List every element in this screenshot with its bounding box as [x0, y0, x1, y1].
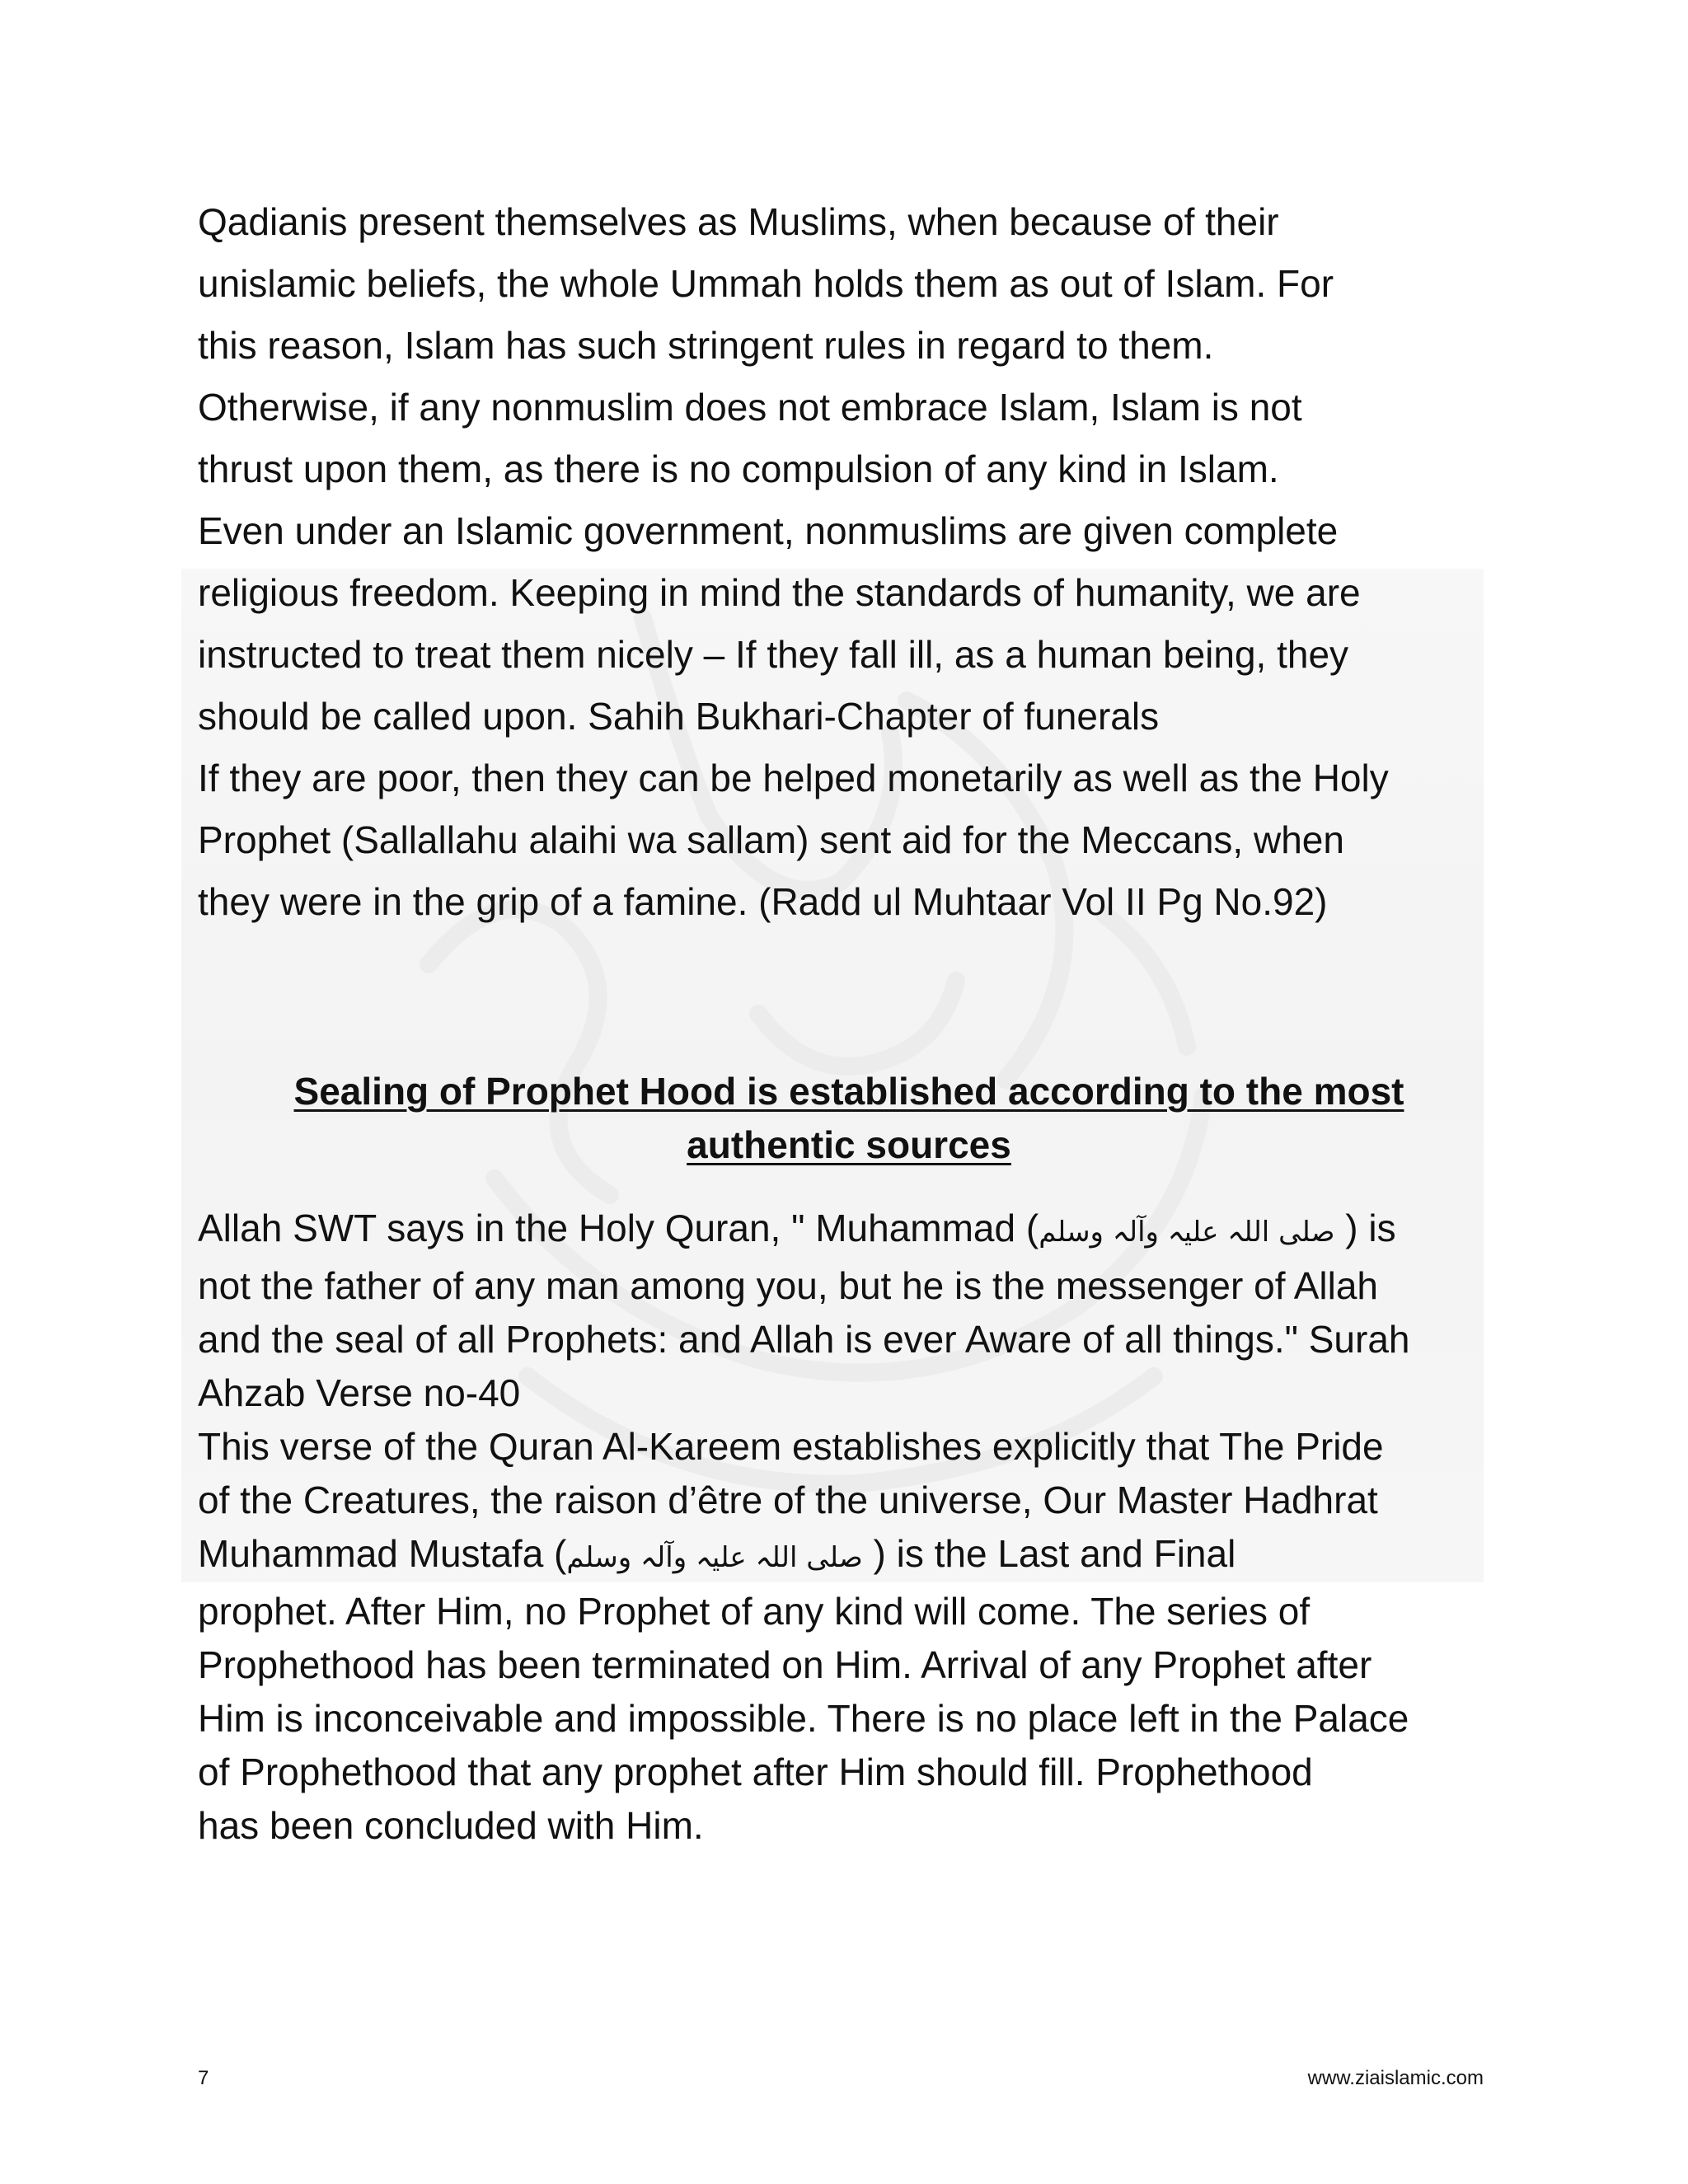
heading-line-2: authentic sources — [687, 1123, 1011, 1166]
text-line: prophet. After Him, no Prophet of any kind will come. The series of — [198, 1590, 1311, 1633]
text-line — [198, 1527, 1533, 1585]
text-line: Qadianis present themselves as Muslims, when because of their — [198, 200, 1279, 243]
text-line: Prophet (Sallallahu alaihi wa sallam) sent aid for the Meccans, when — [198, 818, 1344, 861]
text-line: Ahzab Verse no-40 — [198, 1371, 521, 1414]
text-line: and the seal of all Prophets: and Allah is ever Aware of all things." Surah — [198, 1318, 1410, 1361]
text-segment: ) is the Last and Final — [862, 1532, 1236, 1575]
arabic-salutation: صلی اللہ علیہ وآلہ وسلم — [566, 1541, 863, 1574]
text-segment: Muhammad Mustafa ( — [198, 1532, 567, 1575]
arabic-salutation: صلی اللہ علیہ وآلہ وسلم — [1039, 1216, 1335, 1249]
text-line: Him is inconceivable and impossible. There is no place left in the Palace — [198, 1697, 1409, 1740]
heading-line-1: Sealing of Prophet Hood is established according to the most — [293, 1070, 1404, 1113]
text-segment: Allah SWT says in the Holy Quran, " Muhammad ( — [198, 1207, 1039, 1249]
text-line — [198, 1202, 1533, 1259]
page-content — [198, 191, 1500, 1847]
text-line: of the Creatures, the raison d’être of the universe, Our Master Hadhrat — [198, 1479, 1378, 1521]
text-line: This verse of the Quran Al-Kareem establishes explicitly that The Pride — [198, 1425, 1384, 1468]
text-line: they were in the grip of a famine. (Radd ul Muhtaar Vol II Pg No.92) — [198, 880, 1328, 923]
text-line: should be called upon. Sahih Bukhari-Chapter of funerals — [198, 695, 1160, 738]
text-segment: ) is — [1334, 1207, 1396, 1249]
text-line: thrust upon them, as there is no compulsion of any kind in Islam. — [198, 448, 1279, 490]
text-line: not the father of any man among you, but he is the messenger of Allah — [198, 1264, 1378, 1307]
website-url: www.ziaislamic.com — [1307, 2067, 1484, 2089]
text-line: of Prophethood that any prophet after Him should fill. Prophethood — [198, 1750, 1313, 1793]
text-line: unislamic beliefs, the whole Ummah holds them as out of Islam. For — [198, 262, 1334, 305]
text-line: religious freedom. Keeping in mind the standards of humanity, we are — [198, 571, 1361, 614]
text-line: instructed to treat them nicely – If they fall ill, as a human being, they — [198, 633, 1349, 676]
text-line: Even under an Islamic government, nonmuslims are given complete — [198, 509, 1339, 552]
page-number: 7 — [198, 2067, 209, 2089]
section-heading — [198, 1065, 1500, 1172]
text-line: If they are poor, then they can be helped monetarily as well as the Holy — [198, 757, 1389, 799]
text-line: Otherwise, if any nonmuslim does not embrace Islam, Islam is not — [198, 386, 1302, 429]
text-line: has been concluded with Him. — [198, 1804, 704, 1847]
text-line: this reason, Islam has such stringent rules in regard to them. — [198, 324, 1214, 367]
text-line: Prophethood has been terminated on Him. Arrival of any Prophet after — [198, 1643, 1372, 1686]
intro-paragraph — [198, 191, 1500, 933]
quran-paragraph — [198, 1202, 1533, 1853]
